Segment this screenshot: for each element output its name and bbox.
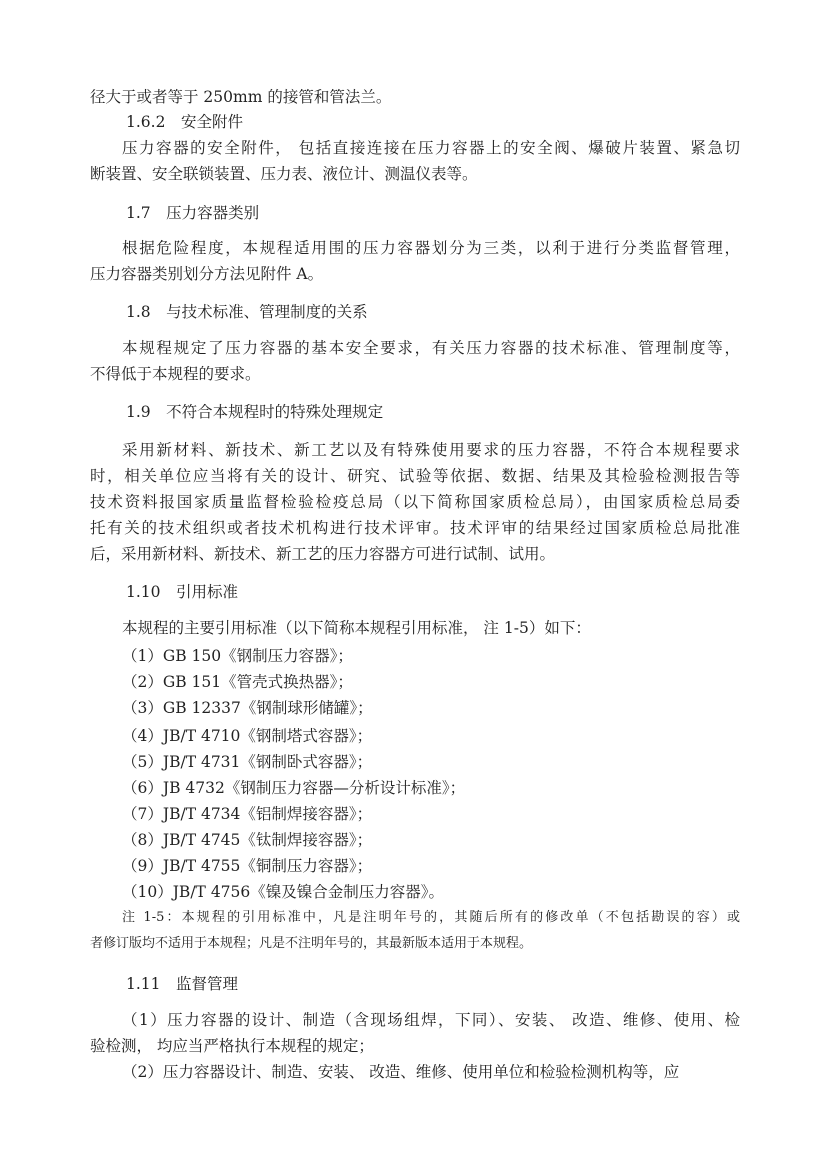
reference-list-item: （3）GB 12337《钢制球形储罐》； — [122, 699, 373, 717]
section-heading: 1.9 不符合本规程时的特殊处理规定 — [126, 403, 384, 421]
paragraph-line: 不得低于本规程的要求。 — [90, 365, 261, 383]
paragraph-line: 时，相关单位应当将有关的设计、研究、试验等依据、数据、结果及其检验检测报告等 — [90, 467, 740, 485]
paragraph-line: 根据危险程度，本规程适用围的压力容器划分为三类，以利于进行分类监督管理， — [122, 239, 740, 257]
reference-list-item: （6）JB 4732《钢制压力容器—分析设计标准》； — [122, 779, 466, 797]
note-line: 注 1-5：本规程的引用标准中，凡是注明年号的，其随后所有的修改单（不包括勘误的容）或 — [122, 910, 740, 925]
section-heading: 1.11 监督管理 — [126, 975, 239, 993]
body-line: 径大于或者等于 250mm 的接管和管法兰。 — [90, 88, 392, 106]
paragraph-line: 托有关的技术组织或者技术机构进行技术评审。技术评审的结果经过国家质检总局批准 — [90, 519, 740, 537]
note-line: 者修订版均不适用于本规程；凡是不注明年号的，其最新版本适用于本规程。 — [90, 936, 533, 951]
section-heading: 1.6.2 安全附件 — [126, 113, 243, 131]
paragraph-line: 本规程的主要引用标准（以下简称本规程引用标准， 注 1-5）如下： — [122, 619, 591, 637]
reference-list-item: （2）GB 151《管壳式换热器》； — [122, 673, 353, 691]
paragraph-line: 技术资料报国家质量监督检验检疫总局（以下简称国家质检总局），由国家质检总局委 — [90, 493, 740, 511]
paragraph-line: 验检测， 均应当严格执行本规程的规定； — [90, 1037, 374, 1055]
reference-list-item: （4）JB/T 4710《钢制塔式容器》； — [122, 727, 373, 745]
paragraph-line: 压力容器的安全附件， 包括直接连接在压力容器上的安全阀、爆破片装置、紧急切 — [122, 139, 740, 157]
reference-list-item: （7）JB/T 4734《铝制焊接容器》； — [122, 805, 373, 823]
paragraph-line: （2）压力容器设计、制造、安装、 改造、维修、使用单位和检验检测机构等，应 — [122, 1063, 680, 1081]
reference-list-item: （10）JB/T 4756《镍及镍合金制压力容器》。 — [122, 883, 445, 901]
paragraph-line: （1）压力容器的设计、制造（含现场组焊，下同）、安装、 改造、维修、使用、检 — [122, 1011, 740, 1029]
paragraph-line: 后，采用新材料、新技术、新工艺的压力容器方可进行试制、试用。 — [90, 545, 556, 563]
reference-list-item: （5）JB/T 4731《钢制卧式容器》； — [122, 753, 373, 771]
reference-list-item: （1）GB 150《钢制压力容器》； — [122, 647, 353, 665]
section-heading: 1.8 与技术标准、管理制度的关系 — [126, 303, 368, 321]
paragraph-line: 断装置、安全联锁装置、压力表、液位计、测温仪表等。 — [90, 165, 478, 183]
paragraph-line: 本规程规定了压力容器的基本安全要求，有关压力容器的技术标准、管理制度等， — [122, 339, 740, 357]
reference-list-item: （9）JB/T 4755《铜制压力容器》； — [122, 857, 373, 875]
paragraph-line: 采用新材料、新技术、新工艺以及有特殊使用要求的压力容器，不符合本规程要求 — [122, 441, 740, 459]
reference-list-item: （8）JB/T 4745《钛制焊接容器》； — [122, 831, 373, 849]
paragraph-line: 压力容器类别划分方法见附件 A。 — [90, 265, 324, 283]
section-heading: 1.10 引用标准 — [126, 583, 239, 601]
section-heading: 1.7 压力容器类别 — [126, 204, 260, 222]
